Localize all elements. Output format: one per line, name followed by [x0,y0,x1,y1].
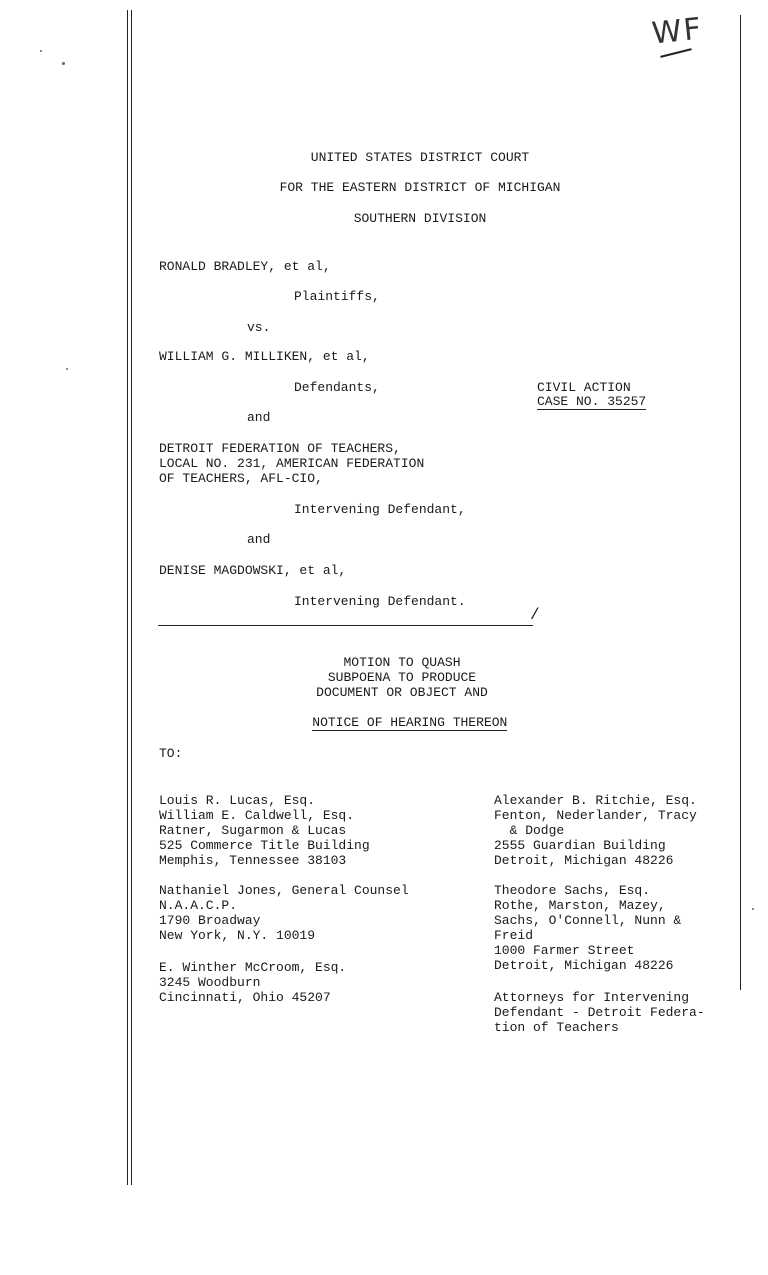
motion-title-line-4-text: NOTICE OF HEARING THEREON [312,715,508,730]
caption-end-slash: / [530,606,540,624]
address-line: New York, N.Y. 10019 [159,928,316,943]
address-line: Detroit, Michigan 48226 [494,958,674,973]
scan-speck [66,368,68,370]
court-district: FOR THE EASTERN DISTRICT OF MICHIGAN [279,180,561,195]
party-plaintiff-role: Plaintiffs, [294,289,380,304]
right-margin-rule [740,15,741,990]
case-label: CIVIL ACTION [537,380,631,395]
handwritten-initials [650,11,704,51]
motion-title-line-1: MOTION TO QUASH [343,655,461,670]
party-defendant-role: Defendants, [294,380,380,395]
address-line: Ratner, Sugarmon & Lucas [159,823,347,838]
address-line: Detroit, Michigan 48226 [494,853,674,868]
address-line: Fenton, Nederlander, Tracy [494,808,697,823]
address-line: Nathaniel Jones, General Counsel [159,883,409,898]
address-line: tion of Teachers [494,1020,619,1035]
party-intervenor-2-role: Intervening Defendant. [294,594,466,609]
address-line: Sachs, O'Connell, Nunn & [494,913,682,928]
to-label: TO: [159,746,183,761]
address-line: Memphis, Tennessee 38103 [159,853,347,868]
address-line: 2555 Guardian Building [494,838,666,853]
address-line: Rothe, Marston, Mazey, [494,898,666,913]
caption-and-1: and [247,410,271,425]
motion-title-line-3: DOCUMENT OR OBJECT AND [316,685,488,700]
address-line: Alexander B. Ritchie, Esq. [494,793,697,808]
address-jones [159,883,409,943]
address-ritchie [494,793,697,868]
party-intervenor-2: DENISE MAGDOWSKI, et al, [159,563,347,578]
versus: vs. [247,320,271,335]
scan-speck [62,62,65,65]
address-line: William E. Caldwell, Esq. [159,808,355,823]
address-sachs [494,883,681,973]
party-intervenor-line-2: LOCAL NO. 231, AMERICAN FEDERATION [159,456,425,471]
scan-speck [752,908,754,910]
address-line: 525 Commerce Title Building [159,838,370,853]
motion-title-line-4 [262,700,542,730]
address-line: Attorneys for Intervening [494,990,690,1005]
address-line: 3245 Woodburn [159,975,261,990]
address-mccroom [159,960,346,1005]
case-number: CASE NO. 35257 [537,394,647,409]
party-intervenor-line-3: OF TEACHERS, AFL-CIO, [159,471,323,486]
address-line: 1790 Broadway [159,913,261,928]
motion-title-line-2: SUBPOENA TO PRODUCE [327,670,477,685]
caption-end-rule [158,625,533,626]
left-margin-rule-inner [131,10,132,1185]
party-intervenor-line-1: DETROIT FEDERATION OF TEACHERS, [159,441,401,456]
left-margin-rule-outer [127,10,128,1185]
address-lucas [159,793,370,868]
address-line: Freid [494,928,534,943]
address-line: 1000 Farmer Street [494,943,635,958]
address-line: Cincinnati, Ohio 45207 [159,990,331,1005]
court-division: SOUTHERN DIVISION [353,211,487,226]
address-line: & Dodge [494,823,565,838]
caption-and-2: and [247,532,271,547]
address-line: Theodore Sachs, Esq. [494,883,651,898]
party-plaintiff: RONALD BRADLEY, et al, [159,259,331,274]
address-line: Louis R. Lucas, Esq. [159,793,316,808]
address-line: N.A.A.C.P. [159,898,238,913]
address-line: Defendant - Detroit Federa- [494,1005,705,1020]
handwritten-initials-text: WF [650,11,705,52]
address-line: E. Winther McCroom, Esq. [159,960,347,975]
court-name: UNITED STATES DISTRICT COURT [310,150,530,165]
party-intervenor-role: Intervening Defendant, [294,502,466,517]
scan-speck [40,50,42,52]
party-defendant: WILLIAM G. MILLIKEN, et al, [159,349,370,364]
attorneys-for-note [494,990,705,1035]
